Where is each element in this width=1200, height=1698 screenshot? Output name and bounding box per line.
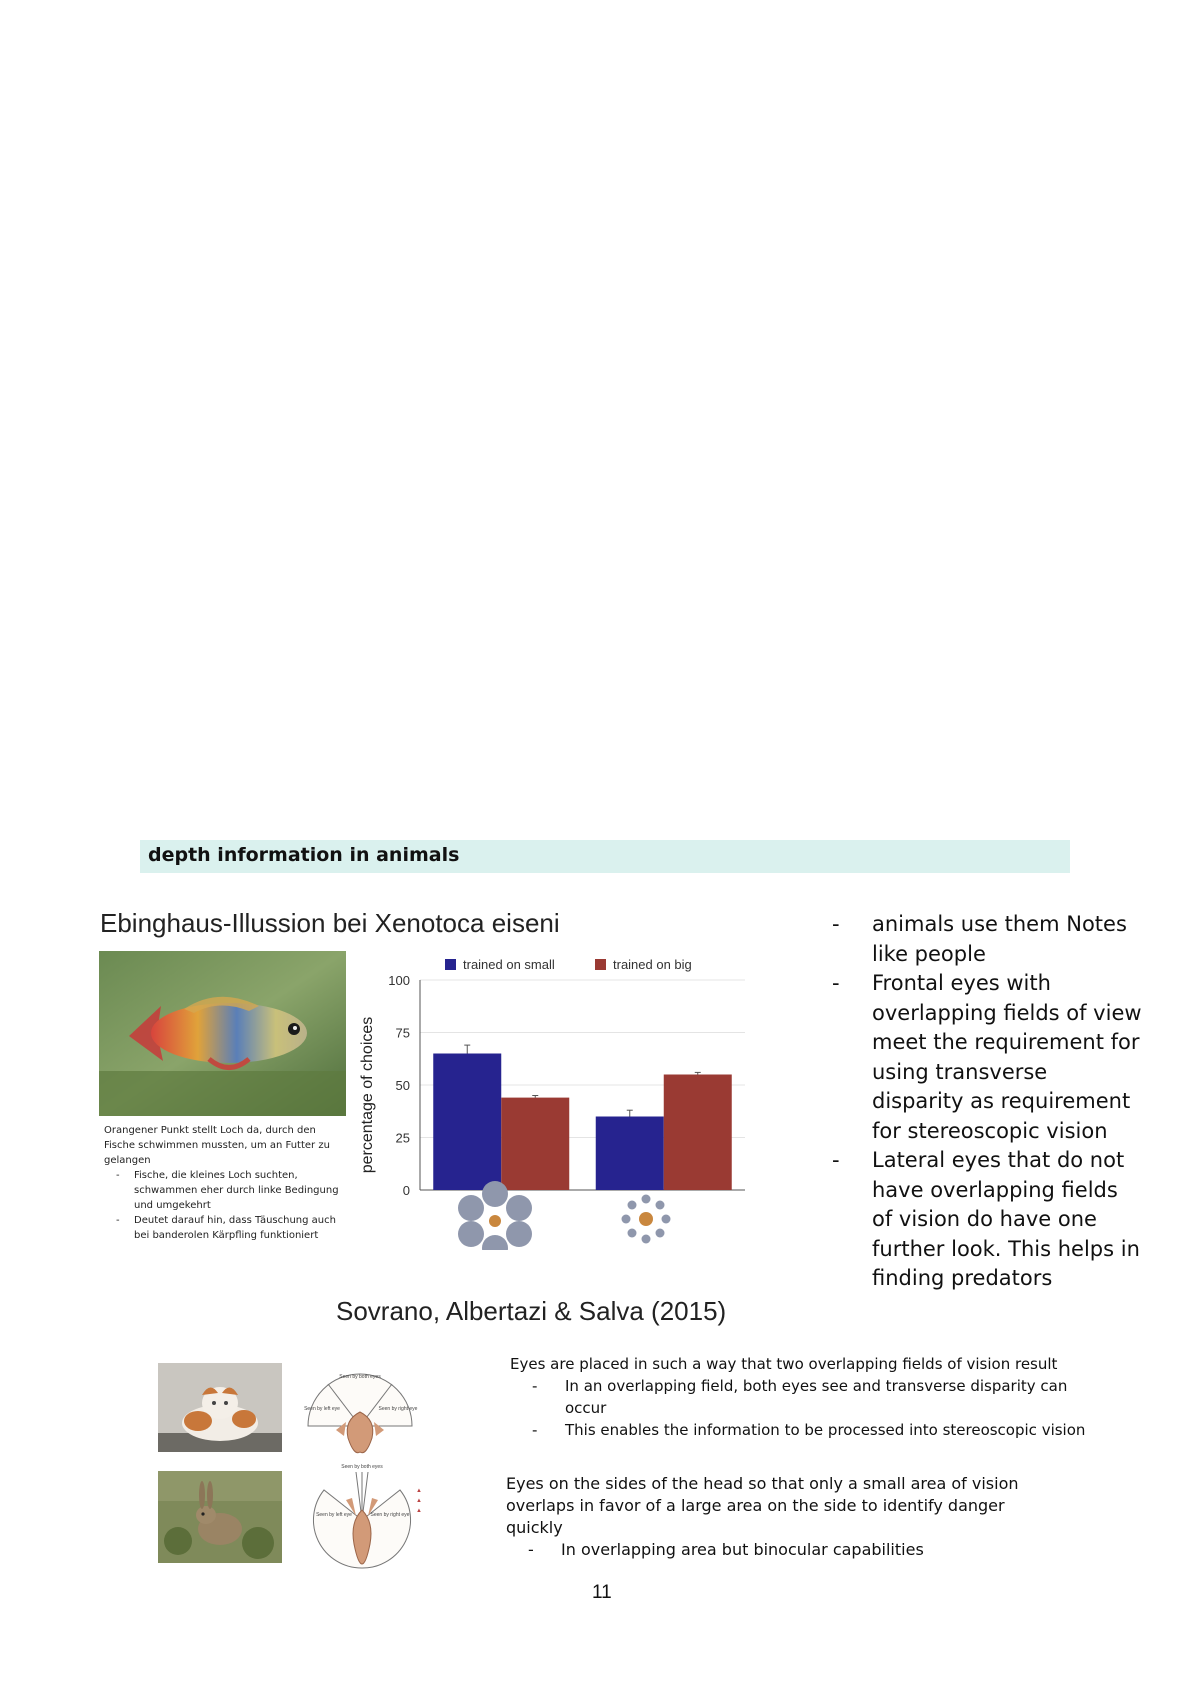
cat-diagram-right-label: Seen by right eye	[378, 1406, 418, 1412]
cat-photo	[158, 1363, 282, 1452]
y-tick-label: 75	[395, 1025, 410, 1041]
fish-notes-intro: Orangener Punkt stellt Loch da, durch den Fische schwimmen mussten, um an Futter zu gelangen	[104, 1125, 330, 1166]
y-tick-label: 100	[388, 973, 410, 988]
lateral-eyes-paragraph: Eyes on the sides of the head so that only a small area of vision overlaps in favor of a large area on the side to identify danger quickly	[506, 1474, 1019, 1537]
svg-text:▲: ▲	[416, 1488, 422, 1494]
legend-swatch	[445, 959, 456, 970]
slide-title: Ebinghaus-Illussion bei Xenotoca eiseni	[100, 908, 560, 938]
right-note-item: - animals use them Notes like people	[832, 910, 1142, 969]
bar	[433, 1054, 501, 1191]
page-number: 11	[592, 1582, 612, 1603]
section-header	[140, 840, 1070, 873]
bottom-text-frontal	[510, 1353, 1090, 1441]
frontal-eyes-bullet: - In an overlapping field, both eyes see and transverse disparity can occur	[510, 1375, 1090, 1419]
fish-note-item: - Fische, die kleines Loch suchten, schwammen eher durch linke Bedingung und umgekehrt	[124, 1168, 344, 1213]
frontal-eyes-bullet: - This enables the information to be processed into stereoscopic vision	[510, 1419, 1090, 1441]
y-tick-label: 0	[402, 1183, 410, 1198]
rabbit-diagram-left-label: Seen by left eye	[316, 1512, 352, 1518]
rabbit-photo	[158, 1471, 282, 1563]
chart-y-label: percentage of choices	[359, 1016, 376, 1174]
bottom-text-lateral	[506, 1473, 1026, 1561]
cat-vision-diagram	[300, 1364, 420, 1474]
svg-text:▲: ▲	[416, 1498, 422, 1504]
chart-y-ticks	[388, 973, 410, 1198]
cat-diagram-top-label: Seen by both eyes	[339, 1374, 381, 1380]
fish-photo	[99, 951, 346, 1116]
right-note-item: - Frontal eyes with overlapping fields of view meet the requirement for using transverse disparity as requirement for stereoscopic vision	[832, 969, 1142, 1146]
bar	[664, 1075, 732, 1191]
y-tick-label: 50	[395, 1078, 410, 1093]
ebbinghaus-small-surround	[622, 1195, 671, 1244]
legend-swatch	[595, 959, 606, 970]
rabbit-diagram-top-label: Seen by both eyes	[341, 1464, 383, 1470]
legend-label: trained on small	[463, 957, 555, 972]
section-title: depth information in animals	[148, 844, 460, 866]
bar-chart	[350, 950, 760, 1250]
lateral-eyes-bullet: - In overlapping area but binocular capabilities	[506, 1539, 1026, 1561]
chart-legend	[445, 957, 692, 972]
svg-text:▲: ▲	[416, 1508, 422, 1514]
fish-note-item: - Deutet darauf hin, dass Täuschung auch bei banderolen Kärpfling funktioniert	[124, 1213, 344, 1243]
fish-notes-list	[104, 1168, 344, 1243]
frontal-eyes-paragraph: Eyes are placed in such a way that two overlapping fields of vision result	[510, 1355, 1058, 1373]
rabbit-diagram-right-label: Seen by right eye	[370, 1512, 410, 1518]
citation: Sovrano, Albertazi & Salva (2015)	[336, 1296, 727, 1326]
right-notes	[832, 910, 1142, 1294]
fish-notes	[104, 1123, 344, 1243]
legend-label: trained on big	[613, 957, 692, 972]
cat-diagram-left-label: Seen by left eye	[304, 1406, 340, 1412]
right-note-item: - Lateral eyes that do not have overlapping fields of vision do have one further look. This helps in finding predators	[832, 1146, 1142, 1294]
ebbinghaus-large-surround	[458, 1181, 532, 1250]
bar	[501, 1098, 569, 1190]
chart-bars	[433, 1045, 732, 1190]
bar	[596, 1117, 664, 1191]
rabbit-vision-diagram	[312, 1460, 422, 1580]
y-tick-label: 25	[395, 1130, 410, 1146]
